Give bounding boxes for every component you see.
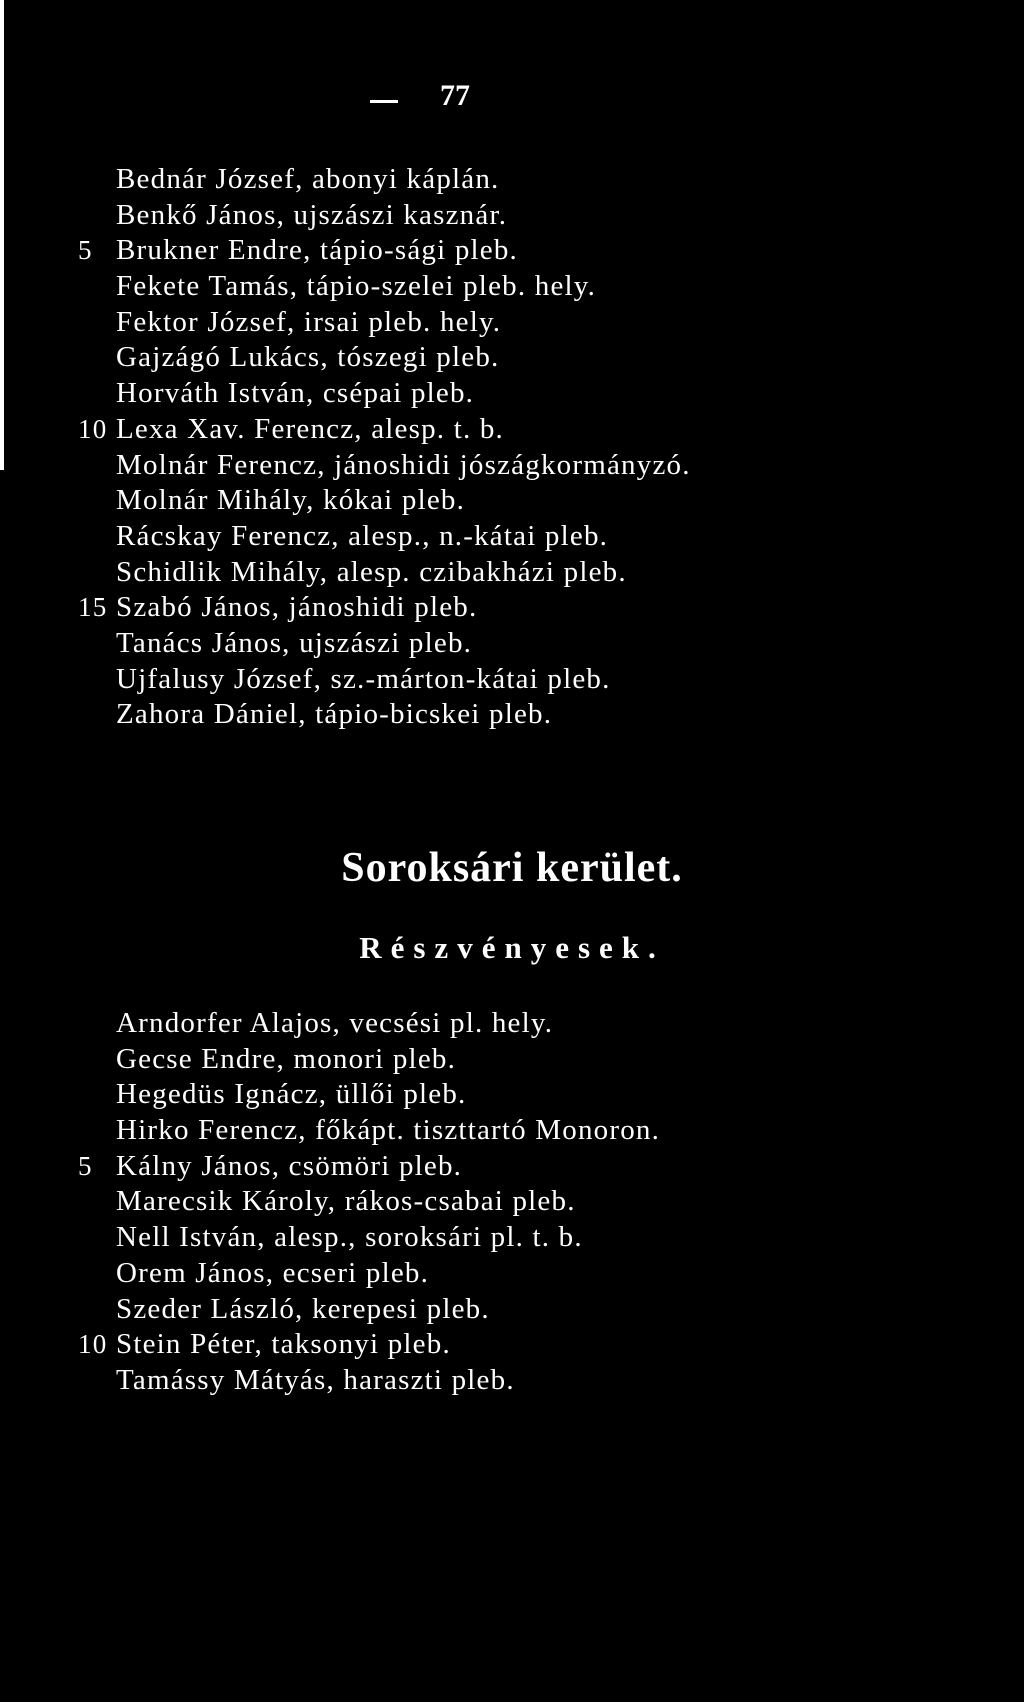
entry-text: Schidlik Mihály, alesp. czibakházi pleb. bbox=[116, 555, 627, 588]
list-item bbox=[50, 1042, 980, 1078]
line-number: 5 bbox=[78, 235, 93, 266]
entry-text: Orem János, ecseri pleb. bbox=[116, 1256, 430, 1289]
entry-text: Szeder László, kerepesi pleb. bbox=[116, 1292, 490, 1325]
entry-text: Molnár Mihály, kókai pleb. bbox=[116, 484, 466, 517]
entry-text: Molnár Ferencz, jánoshidi jószágkormányzó. bbox=[116, 448, 691, 481]
entry-list-1 bbox=[50, 162, 980, 733]
page-header bbox=[370, 78, 490, 114]
header-dash bbox=[370, 100, 398, 103]
list-item bbox=[50, 448, 980, 484]
subsection-title: Részvényesek. bbox=[359, 930, 665, 965]
line-number: 10 bbox=[78, 413, 108, 444]
list-item bbox=[50, 626, 980, 662]
page-number: 77 bbox=[440, 79, 470, 112]
list-item bbox=[50, 1220, 980, 1256]
entry-text: Gajzágó Lukács, tószegi pleb. bbox=[116, 341, 500, 374]
entry-text: Fekete Tamás, tápio-szelei pleb. hely. bbox=[116, 270, 597, 303]
list-item bbox=[50, 1077, 980, 1113]
entry-text: Tamássy Mátyás, haraszti pleb. bbox=[116, 1363, 515, 1396]
entry-text: Lexa Xav. Ferencz, alesp. t. b. bbox=[116, 412, 505, 445]
entry-text: Marecsik Károly, rákos-csabai pleb. bbox=[116, 1185, 576, 1218]
list-item bbox=[50, 1184, 980, 1220]
list-item bbox=[50, 662, 980, 698]
entry-text: Benkő János, ujszászi kasznár. bbox=[116, 198, 508, 231]
list-item bbox=[50, 1327, 980, 1363]
section-title: Soroksári kerület. bbox=[341, 845, 683, 891]
list-item bbox=[50, 1292, 980, 1328]
list-item bbox=[50, 555, 980, 591]
list-item bbox=[50, 1363, 980, 1399]
entry-text: Hegedüs Ignácz, üllői pleb. bbox=[116, 1078, 467, 1111]
entry-text: Ujfalusy József, sz.-márton-kátai pleb. bbox=[116, 662, 611, 695]
entry-text: Nell István, alesp., soroksári pl. t. b. bbox=[116, 1221, 583, 1254]
list-item bbox=[50, 305, 980, 341]
list-item bbox=[50, 1006, 980, 1042]
entry-text: Stein Péter, taksonyi pleb. bbox=[116, 1328, 451, 1361]
list-item bbox=[50, 1149, 980, 1185]
entry-text: Gecse Endre, monori pleb. bbox=[116, 1042, 457, 1075]
list-item bbox=[50, 590, 980, 626]
list-item bbox=[50, 198, 980, 234]
entry-text: Hirko Ferencz, főkápt. tiszttartó Monoron. bbox=[116, 1114, 661, 1147]
list-item bbox=[50, 1256, 980, 1292]
entry-text: Fektor József, irsai pleb. hely. bbox=[116, 305, 502, 338]
list-item bbox=[50, 483, 980, 519]
entry-text: Horváth István, csépai pleb. bbox=[116, 377, 475, 410]
line-number: 5 bbox=[78, 1150, 93, 1181]
list-item bbox=[50, 412, 980, 448]
list-item bbox=[50, 697, 980, 733]
list-item bbox=[50, 233, 980, 269]
line-number: 10 bbox=[78, 1329, 108, 1360]
list-item bbox=[50, 269, 980, 305]
entry-text: Bednár József, abonyi káplán. bbox=[116, 163, 500, 195]
entry-list-2 bbox=[50, 1006, 980, 1399]
entry-text: Arndorfer Alajos, vecsési pl. hely. bbox=[116, 1007, 554, 1039]
list-item bbox=[50, 376, 980, 412]
list-item bbox=[50, 340, 980, 376]
page-edge-line bbox=[0, 0, 4, 470]
list-item bbox=[50, 1113, 980, 1149]
entry-text: Brukner Endre, tápio-sági pleb. bbox=[116, 234, 519, 267]
entry-text: Kálny János, csömöri pleb. bbox=[116, 1149, 463, 1182]
entry-text: Rácskay Ferencz, alesp., n.-kátai pleb. bbox=[116, 519, 609, 552]
list-item bbox=[50, 519, 980, 555]
line-number: 15 bbox=[78, 592, 108, 623]
entry-text: Szabó János, jánoshidi pleb. bbox=[116, 591, 478, 624]
list-item bbox=[50, 162, 980, 198]
entry-text: Zahora Dániel, tápio-bicskei pleb. bbox=[116, 698, 553, 731]
entry-text: Tanács János, ujszászi pleb. bbox=[116, 626, 473, 659]
